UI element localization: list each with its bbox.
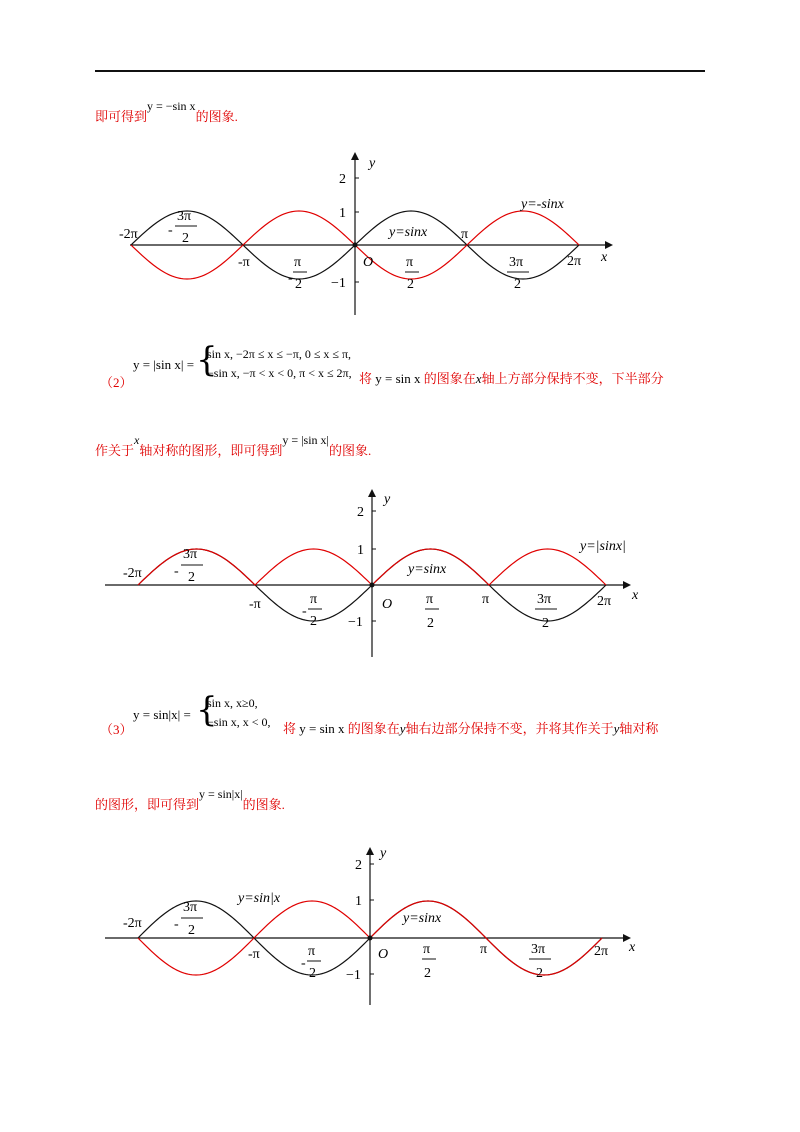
section1-text-before: 即可得到 bbox=[95, 109, 148, 124]
graph2-xtick-2pi: 2π bbox=[597, 594, 612, 609]
section2-lhs: y = |sin x| = bbox=[133, 357, 195, 372]
section2-line2-c: 的图象. bbox=[328, 443, 372, 458]
section2-line2 bbox=[95, 433, 372, 459]
graph3-frac-minus: - bbox=[174, 917, 179, 932]
formula-abs-sinx: y = |sin x| bbox=[282, 433, 329, 447]
graph1-frac-negpi2 bbox=[288, 255, 307, 292]
section2-axis-var2: x bbox=[134, 433, 140, 447]
graph1-frac-den: 2 bbox=[514, 277, 521, 292]
graph3-frac-den: 2 bbox=[188, 923, 195, 938]
graph1-frac-neg3pi2 bbox=[168, 209, 197, 246]
section2-text1: 将 bbox=[359, 371, 373, 386]
graph2-y-label: y bbox=[384, 492, 391, 507]
section3-line2 bbox=[95, 787, 285, 813]
graph2-ytick-label-neg1: −1 bbox=[348, 615, 363, 630]
graph2-frac-den: 2 bbox=[310, 614, 317, 629]
graph3-frac-num: 3π bbox=[531, 942, 546, 957]
section1-text-after: 的图象. bbox=[195, 109, 238, 124]
graph3-frac-num: π bbox=[308, 944, 316, 959]
graph1-frac-num: π bbox=[294, 255, 302, 270]
graph3-xtick-neg2pi: -2π bbox=[123, 916, 142, 931]
graph2-frac-minus: - bbox=[174, 564, 179, 579]
graph1-ytick-label-2: 2 bbox=[339, 172, 346, 187]
graph1-y-label: y bbox=[369, 156, 376, 171]
graph3-xtick-pi: π bbox=[480, 942, 488, 957]
graph1-frac-den: 2 bbox=[407, 277, 414, 292]
graph1-frac-minus: - bbox=[168, 223, 173, 238]
graph3-frac-minus: - bbox=[301, 956, 306, 971]
graph1-xtick-pi: π bbox=[461, 227, 469, 242]
section3-brace: { bbox=[196, 690, 218, 730]
graph3-xtick-negpi: -π bbox=[248, 947, 260, 962]
graph3-frac-den: 2 bbox=[424, 966, 431, 981]
graph3-frac-den: 2 bbox=[536, 966, 543, 981]
section2-case2: −sin x, −π < x < 0, π < x ≤ 2π, bbox=[207, 366, 352, 380]
section2-line1 bbox=[359, 368, 664, 387]
section2-brace: { bbox=[196, 340, 218, 380]
graph2-frac-num: π bbox=[310, 592, 318, 607]
section3-num: （3） bbox=[100, 722, 133, 737]
graph1-frac-minus: - bbox=[288, 271, 293, 286]
graph2-abs-sin-label: y=|sinx| bbox=[580, 539, 626, 554]
graph2-x-arrow-icon bbox=[623, 581, 631, 589]
graph2-frac-den: 2 bbox=[188, 570, 195, 585]
graph3-frac-pi2 bbox=[422, 942, 436, 981]
graph3-xtick-2pi: 2π bbox=[594, 944, 609, 959]
formula-sinx-3: y = sin x bbox=[299, 721, 345, 736]
formula-sinx: y = sin x bbox=[375, 371, 421, 386]
graph1-xtick-2pi: 2π bbox=[567, 254, 582, 269]
graph1-xtick-negpi: -π bbox=[238, 255, 250, 270]
graph2-sin-label: y=sinx bbox=[408, 562, 447, 577]
graph1-frac-pi2 bbox=[405, 255, 419, 292]
graph3-ytick-label-neg1: −1 bbox=[346, 968, 361, 983]
section2-text3: 轴上方部分保持不变，下半部分 bbox=[481, 371, 664, 386]
section3-line2-b: 的图象. bbox=[242, 797, 285, 812]
graph3-frac-num: π bbox=[423, 942, 431, 957]
section1-line bbox=[95, 99, 238, 125]
header-rule bbox=[95, 70, 705, 72]
section3-text2: 的图象在 bbox=[347, 721, 400, 736]
graph2-frac-negpi2 bbox=[302, 592, 322, 629]
graph1-frac-den: 2 bbox=[295, 277, 302, 292]
graph1-frac-num: 3π bbox=[177, 209, 192, 224]
section3-axis-var2: y bbox=[613, 721, 620, 736]
graph2-xtick-pi: π bbox=[482, 592, 490, 607]
graph2-frac-num: π bbox=[426, 592, 434, 607]
graph2-x-label: x bbox=[632, 588, 639, 603]
graph2-frac-pi2 bbox=[425, 592, 439, 631]
graph2-frac-den: 2 bbox=[542, 616, 549, 631]
graph3-origin-dot bbox=[368, 936, 373, 941]
graph3-frac-negpi2 bbox=[301, 944, 321, 981]
graph2-xtick-neg2pi: -2π bbox=[123, 566, 142, 581]
graph2-xtick-negpi: -π bbox=[249, 597, 261, 612]
graph2-frac-num: 3π bbox=[183, 547, 198, 562]
graph1-frac-3pi2 bbox=[507, 255, 529, 292]
section3-text3: 轴右边部分保持不变，并将其作关于 bbox=[405, 721, 614, 736]
graph3-sin-absx-label: y=sin|x bbox=[238, 891, 281, 906]
graph3-y-arrow-icon bbox=[366, 847, 374, 855]
section3-axis-var: y bbox=[399, 721, 406, 736]
graph2-ytick-label-2: 2 bbox=[357, 505, 364, 520]
graph1-ytick-label-1: 1 bbox=[339, 206, 346, 221]
section3-line2-a: 的图形，即可得到 bbox=[95, 797, 200, 812]
section3-lhs: y = sin|x| = bbox=[133, 707, 191, 722]
graph1-origin-label: O bbox=[363, 255, 374, 270]
section3-text4: 轴对称 bbox=[619, 721, 659, 736]
graph3 bbox=[95, 845, 655, 1010]
graph2-origin-dot bbox=[370, 583, 375, 588]
graph2-axes bbox=[105, 489, 631, 657]
graph1-frac-num: 3π bbox=[509, 255, 524, 270]
section2-text2: 的图象在 bbox=[423, 371, 476, 386]
graph2-frac-den: 2 bbox=[427, 616, 434, 631]
formula-neg-sinx: y = −sin x bbox=[147, 99, 196, 113]
graph2-frac-3pi2 bbox=[535, 592, 557, 631]
graph1-ytick-label-neg1: −1 bbox=[331, 276, 346, 291]
section3-line1 bbox=[283, 718, 658, 737]
graph1-x-label: x bbox=[601, 250, 608, 265]
section2-line2-b: 轴对称的图形，即可得到 bbox=[139, 443, 283, 458]
section2-line2-a: 作关于 bbox=[95, 443, 135, 458]
section2-num: （2） bbox=[100, 375, 133, 390]
graph2 bbox=[95, 487, 655, 662]
graph3-ytick-label-1: 1 bbox=[355, 894, 362, 909]
graph1-axes bbox=[130, 152, 613, 315]
graph3-origin-label: O bbox=[378, 947, 389, 962]
graph2-origin-label: O bbox=[382, 597, 393, 612]
graph3-y-label: y bbox=[380, 846, 387, 861]
graph3-sin-label: y=sinx bbox=[403, 911, 442, 926]
graph3-frac-num: 3π bbox=[183, 900, 198, 915]
graph3-ytick-label-2: 2 bbox=[355, 858, 362, 873]
section2-axis-var: x bbox=[475, 371, 482, 386]
graph2-ytick-label-1: 1 bbox=[357, 543, 364, 558]
graph1-origin-dot bbox=[353, 243, 358, 248]
graph1-frac-den: 2 bbox=[182, 231, 189, 246]
formula-sin-absx: y = sin|x| bbox=[199, 787, 243, 801]
graph1-frac-num: π bbox=[406, 255, 414, 270]
section2-case1: sin x, −2π ≤ x ≤ −π, 0 ≤ x ≤ π, bbox=[207, 347, 352, 361]
graph2-y-arrow-icon bbox=[368, 489, 376, 497]
section3-case2: −sin x, x < 0, bbox=[207, 715, 271, 729]
graph1 bbox=[95, 150, 635, 320]
graph2-frac-minus: - bbox=[302, 604, 307, 619]
graph1-xtick-neg2pi: -2π bbox=[119, 227, 138, 242]
graph1-y-arrow-icon bbox=[351, 152, 359, 160]
section3-text1: 将 bbox=[283, 721, 297, 736]
section3-case1: sin x, x≥0, bbox=[207, 696, 258, 710]
graph3-x-label: x bbox=[629, 940, 636, 955]
graph1-sin-label: y=sinx bbox=[389, 225, 428, 240]
graph3-axes bbox=[105, 847, 631, 1005]
graph1-neg-sin-label: y=-sinx bbox=[521, 197, 564, 212]
graph1-x-arrow-icon bbox=[605, 241, 613, 249]
graph2-frac-num: 3π bbox=[537, 592, 552, 607]
graph3-frac-den: 2 bbox=[309, 966, 316, 981]
